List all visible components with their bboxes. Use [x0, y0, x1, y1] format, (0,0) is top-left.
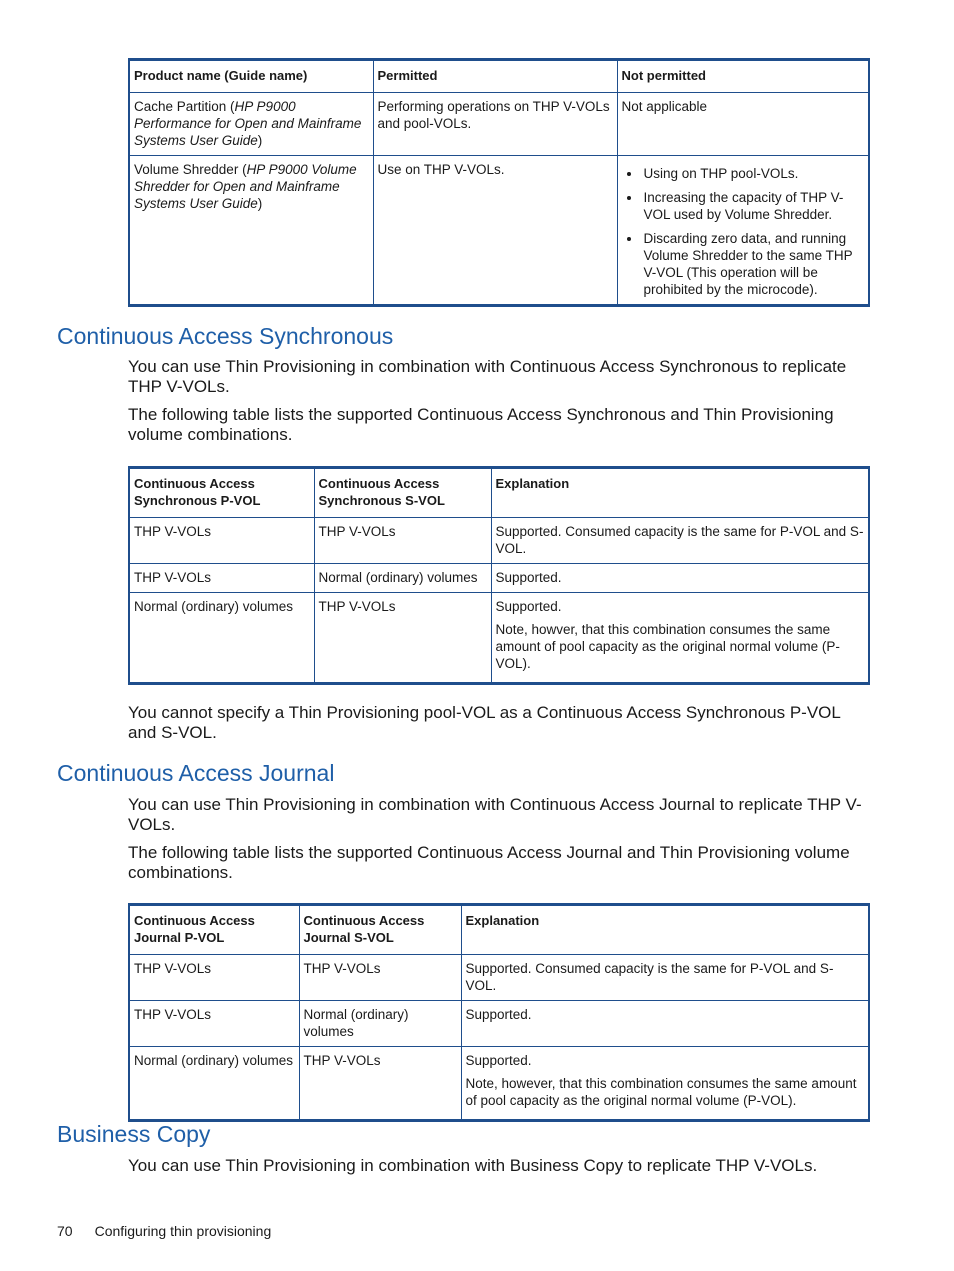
- table-row: [129, 564, 869, 593]
- table-cell: THP V-VOLs: [129, 1001, 299, 1047]
- table-header-row: [129, 468, 869, 518]
- body-paragraph: You can use Thin Provisioning in combination with Business Copy to replicate THP V-VOLs.: [128, 1156, 818, 1175]
- column-header: Continuous Access Synchronous S-VOL: [314, 468, 491, 518]
- footer-section-title: Configuring thin provisioning: [94, 1223, 272, 1239]
- guide-name: HP P9000 Volume Shredder for Open and Mainframe Systems User Guide: [134, 162, 357, 211]
- table-cell: THP V-VOLs: [129, 518, 314, 564]
- page-number: 70: [57, 1223, 73, 1239]
- table-cell: [461, 1047, 869, 1121]
- list-item: • Using on THP pool-VOLs.: [642, 165, 865, 182]
- table-cell: Normal (ordinary) volumes: [299, 1001, 461, 1047]
- column-header: Permitted: [373, 60, 617, 93]
- guide-name: HP P9000 Performance for Open and Mainframe Systems User Guide: [134, 99, 362, 148]
- table-cell: Performing operations on THP V-VOLs and pool-VOLs.: [373, 93, 617, 156]
- table-row: [129, 1047, 869, 1121]
- section-heading-caj: Continuous Access Journal: [57, 760, 335, 786]
- product-name: Volume Shredder (: [134, 162, 247, 177]
- section-heading-cas: Continuous Access Synchronous: [57, 323, 394, 349]
- table-cell: THP V-VOLs: [129, 564, 314, 593]
- table-row: [129, 518, 869, 564]
- bullet-list: [622, 165, 865, 298]
- product-compatibility-table: [128, 58, 870, 307]
- table-cell: THP V-VOLs: [314, 593, 491, 684]
- table-row: [129, 156, 869, 306]
- table-cell: [491, 593, 869, 684]
- column-header: Explanation: [491, 468, 869, 518]
- column-header: Continuous Access Journal S-VOL: [299, 905, 461, 955]
- section-heading-bc: Business Copy: [57, 1121, 211, 1147]
- table-cell: THP V-VOLs: [314, 518, 491, 564]
- column-header: Product name (Guide name): [129, 60, 373, 93]
- cell-text: Supported.: [495, 599, 562, 614]
- body-paragraph: You can use Thin Provisioning in combination with Continuous Access Synchronous to replicate THP V-VOLs.: [128, 357, 847, 396]
- table-cell: Normal (ordinary) volumes: [314, 564, 491, 593]
- product-name: Cache Partition (: [134, 99, 235, 114]
- body-paragraph: You can use Thin Provisioning in combination with Continuous Access Journal to replicate THP V-VOLs.: [128, 795, 862, 834]
- table-cell: [617, 156, 869, 306]
- cas-volume-table: [128, 466, 870, 685]
- list-item: • Discarding zero data, and running Volume Shredder to the same THP V-VOL (This operation will be prohibited by the microcode).: [642, 230, 865, 298]
- body-paragraph: The following table lists the supported Continuous Access Journal and Thin Provisioning volume combinations.: [128, 843, 850, 882]
- page-footer: [57, 1223, 271, 1239]
- cell-note: Note, howver, that this combination consumes the same amount of pool capacity as the original normal volume (P-VOL).: [495, 622, 840, 671]
- column-header: Not permitted: [617, 60, 869, 93]
- table-cell: Supported. Consumed capacity is the same for P-VOL and S-VOL.: [491, 518, 869, 564]
- table-cell: Not applicable: [617, 93, 869, 156]
- paren-close: ): [257, 196, 263, 211]
- cell-note: Note, however, that this combination consumes the same amount of pool capacity as the original normal volume (P-VOL).: [465, 1076, 857, 1108]
- table-cell: [129, 93, 373, 156]
- table-cell: THP V-VOLs: [299, 1047, 461, 1121]
- column-header: Explanation: [461, 905, 869, 955]
- body-paragraph: You cannot specify a Thin Provisioning pool-VOL as a Continuous Access Synchronous P-VOL and S-VOL.: [128, 703, 841, 742]
- cell-text: Supported.: [465, 1053, 532, 1068]
- table-row: [129, 1001, 869, 1047]
- table-cell: Use on THP V-VOLs.: [373, 156, 617, 306]
- table-cell: Supported.: [491, 564, 869, 593]
- table-cell: Supported.: [461, 1001, 869, 1047]
- table-row: [129, 955, 869, 1001]
- table-header-row: [129, 905, 869, 955]
- body-paragraph: The following table lists the supported Continuous Access Synchronous and Thin Provisioning volume combinations.: [128, 405, 834, 444]
- table-cell: Normal (ordinary) volumes: [129, 593, 314, 684]
- table-row: [129, 93, 869, 156]
- column-header: Continuous Access Synchronous P-VOL: [129, 468, 314, 518]
- table-cell: Supported. Consumed capacity is the same for P-VOL and S-VOL.: [461, 955, 869, 1001]
- table-cell: [129, 156, 373, 306]
- column-header: Continuous Access Journal P-VOL: [129, 905, 299, 955]
- caj-volume-table: [128, 903, 870, 1122]
- table-cell: THP V-VOLs: [299, 955, 461, 1001]
- list-item: • Increasing the capacity of THP V-VOL used by Volume Shredder.: [642, 189, 865, 223]
- table-row: [129, 593, 869, 684]
- table-cell: Normal (ordinary) volumes: [129, 1047, 299, 1121]
- table-header-row: [129, 60, 869, 93]
- table-cell: THP V-VOLs: [129, 955, 299, 1001]
- paren-close: ): [257, 133, 263, 148]
